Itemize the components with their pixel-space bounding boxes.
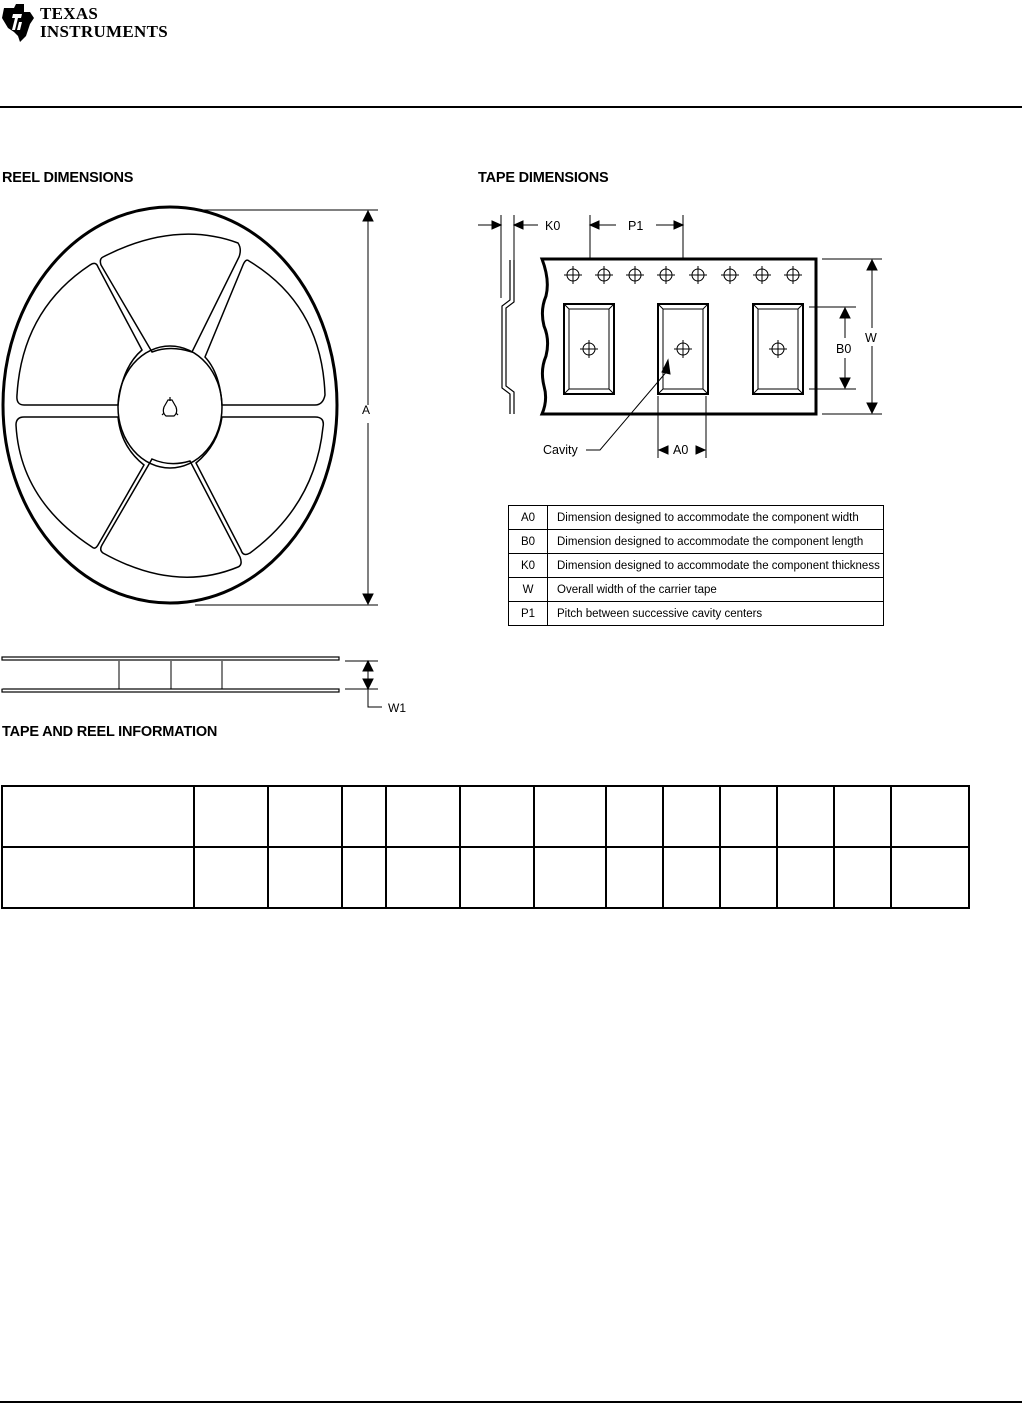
tape-label-w: W: [865, 331, 877, 345]
legend-key: K0: [509, 554, 548, 578]
table-cell: [268, 847, 342, 908]
footer-rule: [0, 1401, 1022, 1403]
tape-reel-info-table: [1, 785, 970, 909]
table-cell: [606, 786, 663, 847]
legend-key: A0: [509, 506, 548, 530]
legend-desc: Overall width of the carrier tape: [548, 578, 884, 602]
legend-row: [509, 602, 884, 626]
legend-key: P1: [509, 602, 548, 626]
tape-label-b0: B0: [836, 342, 852, 356]
tape-reel-info-heading: TAPE AND REEL INFORMATION: [2, 724, 218, 740]
legend-key: B0: [509, 530, 548, 554]
logo-line-1: TEXAS: [40, 4, 99, 23]
logo-line-2: INSTRUMENTS: [40, 22, 168, 41]
table-cell: [386, 847, 460, 908]
tape-label-p1: P1: [628, 219, 644, 233]
table-cell: [534, 847, 606, 908]
table-cell: [2, 786, 194, 847]
table-cell: [194, 786, 268, 847]
table-cell: [663, 786, 720, 847]
tape-dimensions-legend: [508, 505, 884, 626]
legend-row: [509, 506, 884, 530]
table-cell: [891, 786, 969, 847]
reel-dimensions-heading: REEL DIMENSIONS: [2, 170, 134, 186]
table-cell: [268, 786, 342, 847]
header-rule: [0, 106, 1022, 108]
table-cell: [342, 786, 386, 847]
table-cell: [834, 786, 891, 847]
ti-logo: [0, 0, 200, 50]
table-cell: [460, 786, 534, 847]
legend-row: [509, 554, 884, 578]
legend-row: [509, 530, 884, 554]
table-cell: [460, 847, 534, 908]
legend-desc: Dimension designed to accommodate the component width: [548, 506, 884, 530]
table-cell: [720, 847, 777, 908]
table-cell: [891, 847, 969, 908]
tape-diagram: [476, 200, 896, 470]
table-cell: [663, 847, 720, 908]
legend-desc: Pitch between successive cavity centers: [548, 602, 884, 626]
tape-dimensions-heading: TAPE DIMENSIONS: [478, 170, 609, 186]
legend-desc: Dimension designed to accommodate the component length: [548, 530, 884, 554]
table-cell: [777, 847, 834, 908]
table-cell: [606, 847, 663, 908]
table-cell: [834, 847, 891, 908]
legend-key: W: [509, 578, 548, 602]
table-cell: [194, 847, 268, 908]
reel-label-w1: W1: [388, 701, 406, 715]
table-row: [2, 786, 969, 847]
tape-label-cavity: Cavity: [543, 443, 578, 457]
legend-desc: Dimension designed to accommodate the component thickness: [548, 554, 884, 578]
table-cell: [2, 847, 194, 908]
carrier-tape: [542, 259, 816, 414]
table-row: [2, 847, 969, 908]
table-cell: [777, 786, 834, 847]
tape-label-a0: A0: [673, 443, 689, 457]
table-cell: [534, 786, 606, 847]
reel-diagram: [0, 195, 440, 725]
reel-label-a: A: [362, 403, 371, 417]
tape-label-k0: K0: [545, 219, 561, 233]
ti-logo-icon: [0, 2, 38, 44]
table-cell: [342, 847, 386, 908]
table-cell: [720, 786, 777, 847]
legend-row: [509, 578, 884, 602]
table-cell: [386, 786, 460, 847]
